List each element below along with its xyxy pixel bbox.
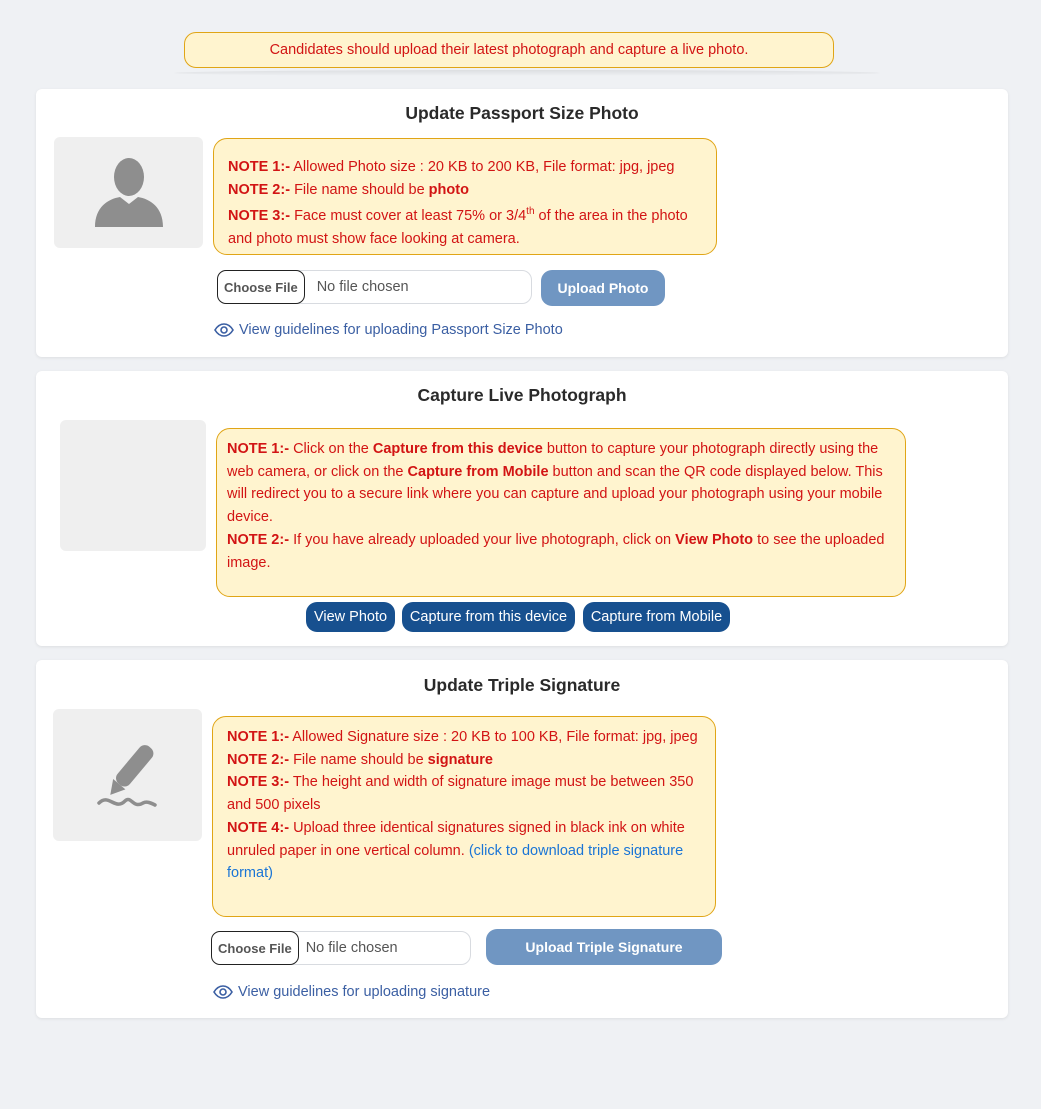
signature-note-4: NOTE 4:- Upload three identical signatures signed in black ink on white unruled paper in one vertical column. (click to download triple signature format) — [227, 819, 685, 882]
upload-signature-button[interactable]: Upload Triple Signature — [486, 929, 722, 965]
signature-pen-icon — [87, 737, 169, 813]
live-note-1: NOTE 1:- Click on the Capture from this device button to capture your photograph directly using the web camera, or click on the Capture from Mobile button and scan the QR code displayed below. This will redirect you to a secure link where you can capture and upload your photograph using your mobile device. — [227, 441, 883, 526]
capture-device-button[interactable]: Capture from this device — [402, 602, 575, 632]
choose-file-button[interactable]: Choose File — [217, 270, 305, 304]
signature-note-1: NOTE 1:- Allowed Signature size : 20 KB to 100 KB, File format: jpg, jpeg — [227, 729, 698, 745]
live-photo-title: Capture Live Photograph — [417, 385, 627, 405]
file-status: No file chosen — [316, 279, 409, 295]
user-silhouette-icon — [92, 157, 166, 229]
signature-card — [36, 660, 1008, 1018]
passport-photo-title: Update Passport Size Photo — [405, 103, 639, 123]
passport-photo-notes — [213, 138, 717, 255]
signature-title: Update Triple Signature — [423, 675, 621, 695]
top-notice-text: Candidates should upload their latest photograph and capture a live photo. — [269, 42, 749, 58]
signature-preview — [53, 709, 202, 841]
passport-photo-card — [36, 89, 1008, 357]
view-photo-button[interactable]: View Photo — [306, 602, 395, 632]
top-notice-banner — [184, 32, 834, 68]
file-status: No file chosen — [305, 940, 398, 956]
live-photo-preview — [60, 420, 206, 551]
signature-notes — [212, 716, 716, 917]
signature-note-3: NOTE 3:- The height and width of signature image must be between 350 and 500 pixels — [227, 774, 694, 814]
passport-note-1: NOTE 1:- Allowed Photo size : 20 KB to 200 KB, File format: jpg, jpeg — [228, 159, 675, 175]
passport-file-input[interactable] — [217, 270, 532, 304]
passport-note-2: NOTE 2:- File name should be photo — [228, 181, 469, 198]
signature-file-input[interactable] — [211, 931, 471, 965]
eye-icon — [213, 985, 233, 999]
signature-note-2: NOTE 2:- File name should be signature — [227, 751, 493, 768]
choose-file-button[interactable]: Choose File — [211, 931, 299, 965]
eye-icon — [214, 323, 234, 337]
banner-shadow — [174, 70, 880, 76]
live-note-2: NOTE 2:- If you have already uploaded your live photograph, click on View Photo to see the uploaded image. — [227, 531, 885, 571]
live-photo-notes — [216, 428, 906, 597]
capture-mobile-button[interactable]: Capture from Mobile — [583, 602, 730, 632]
upload-photo-button[interactable]: Upload Photo — [541, 270, 665, 306]
passport-note-3: NOTE 3:- Face must cover at least 75% or 3/4th of the area in the photo and photo must show face looking at camera. — [228, 206, 688, 247]
signature-guidelines-link[interactable]: View guidelines for uploading signature — [213, 984, 490, 1000]
passport-guidelines-link[interactable]: View guidelines for uploading Passport Size Photo — [214, 322, 563, 338]
download-format-link[interactable]: (click to download triple signature format) — [227, 842, 684, 882]
passport-photo-preview — [54, 137, 203, 248]
